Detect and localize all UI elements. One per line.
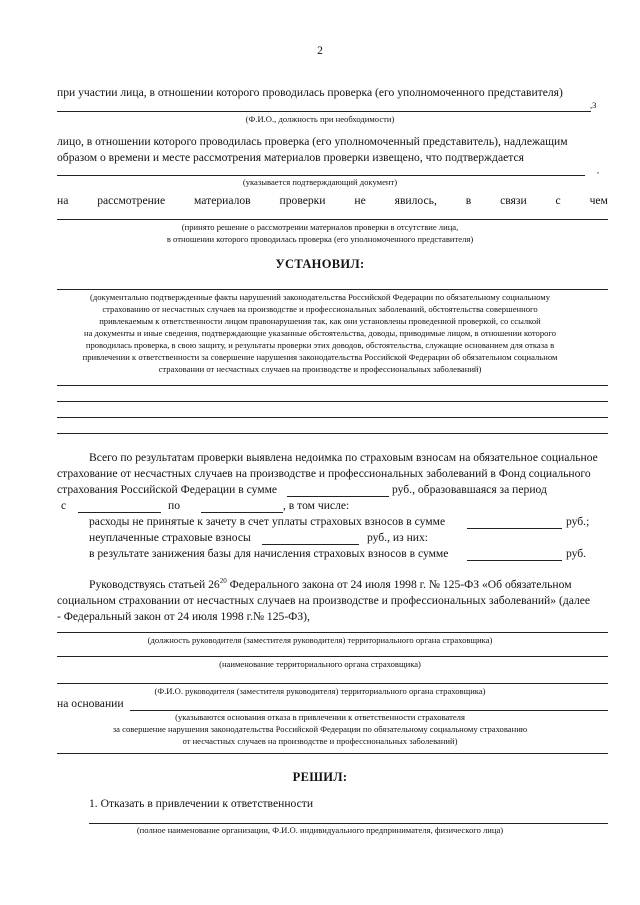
confirmation-caption: (указывается подтверждающий документ) xyxy=(242,177,398,187)
confirmation-document-line[interactable] xyxy=(57,175,585,176)
word: явилось, xyxy=(394,194,437,207)
word: рассмотрение xyxy=(97,194,166,207)
facts-line[interactable] xyxy=(57,289,608,290)
agency-name-line[interactable] xyxy=(57,656,608,657)
rub-label: руб.; xyxy=(566,515,590,528)
agency-name-caption: (наименование территориального органа страховщика) xyxy=(219,659,421,669)
absence-decision-line[interactable] xyxy=(57,219,608,220)
heading-decided: РЕШИЛ: xyxy=(292,770,348,784)
facts-caption-3: привлекаемым к ответственности лицом правонарушения так, как они установлены проведенной проверкой, со ссылкой xyxy=(99,316,541,326)
underestimate-sum-field[interactable] xyxy=(467,560,562,561)
law-line-1 xyxy=(89,578,572,592)
absence-caption-1: (принято решение о рассмотрении материалов проверки в отсутствие лица, xyxy=(181,222,459,232)
basis-caption-3: от несчастных случаев на производстве и профессиональных заболеваний) xyxy=(182,736,458,746)
law-line-2: социальном страховании от несчастных случаев на производстве и профессиональных заболеваний» (далее xyxy=(57,594,591,607)
period-from-field[interactable] xyxy=(78,512,161,513)
heading-established: УСТАНОВИЛ: xyxy=(275,257,365,271)
word: чем xyxy=(589,194,608,207)
blank-line[interactable] xyxy=(57,385,608,386)
basis-label: на основании xyxy=(57,697,124,710)
participant-name-line[interactable] xyxy=(57,111,591,112)
head-name-caption: (Ф.И.О. руководителя (заместителя руководителя) территориального органа страховщика) xyxy=(154,686,486,696)
participation-text: при участии лица, в отношении которого проводилась проверка (его уполномоченного представителя) xyxy=(57,86,563,99)
basis-field[interactable] xyxy=(130,710,608,711)
arrears-line-1: Всего по результатам проверки выявлена недоимка по страховым взносам на обязательное социальное xyxy=(89,451,598,464)
blank-line[interactable] xyxy=(57,417,608,418)
word: в xyxy=(465,194,472,207)
absence-caption-2: в отношении которого проводилась проверка (его уполномоченного представителя) xyxy=(166,234,474,244)
basis-extra-line[interactable] xyxy=(57,753,608,754)
blank-line[interactable] xyxy=(57,401,608,402)
period-from-label: с xyxy=(61,499,67,512)
word: с xyxy=(555,194,561,207)
decision-party-line[interactable] xyxy=(89,823,608,824)
period-to-field[interactable] xyxy=(201,512,283,513)
head-position-caption: (должность руководителя (заместителя руководителя) территориального органа страховщика) xyxy=(147,635,493,645)
unpaid-sum-field[interactable] xyxy=(262,544,359,545)
page-number: 2 xyxy=(317,44,323,57)
arrears-line-2: страхование от несчастных случаев на производстве и профессиональных заболеваний в Фонд социального xyxy=(57,467,591,480)
basis-caption-2: за совершение нарушения законодательства Российской Федерации по обязательному социальному страхованию xyxy=(112,724,528,734)
comma: , xyxy=(597,165,600,175)
arrears-line-3a: страхования Российской Федерации в сумме xyxy=(57,483,278,496)
word: проверки xyxy=(279,194,326,207)
word: материалов xyxy=(194,194,251,207)
underestimate-item: в результате занижения базы для начисления страховых взносов в сумме xyxy=(89,547,449,560)
blank-line[interactable] xyxy=(57,433,608,434)
notification-line-1: лицо, в отношении которого проводилась проверка (его уполномоченный представитель), надлежащим xyxy=(57,135,568,148)
footnote-mark: ,3 xyxy=(590,100,597,110)
law-line-3: - Федеральный закон от 24 июля 1998 г.№ 125-ФЗ), xyxy=(57,610,310,623)
basis-caption-1: (указываются основания отказа в привлечении к ответственности страхователя xyxy=(175,712,465,722)
article-superscript: 20 xyxy=(219,577,227,586)
period-to-label: по xyxy=(168,499,181,512)
including-label: , в том числе: xyxy=(283,499,350,512)
decision-item-1: 1. Отказать в привлечении к ответственности xyxy=(89,797,314,810)
word: на xyxy=(57,194,69,207)
notification-line-2: образом о времени и месте рассмотрения материалов проверки извещено, что подтверждается xyxy=(57,151,524,164)
facts-caption-2: страхованию от несчастных случаев на производстве и профессиональных заболеваний, обстоятельства совершенного xyxy=(102,304,538,314)
facts-caption-5: проводилась проверка, в свою защиту, и результаты проверки этих доводов, обстоятельства, служащие основанием для отказа в xyxy=(85,340,555,350)
arrears-sum-field[interactable] xyxy=(287,496,389,497)
decision-caption: (полное наименование организации, Ф.И.О. индивидуального предпринимателя, физического лица) xyxy=(136,825,504,835)
rub-label: руб. xyxy=(566,547,587,560)
word: не xyxy=(354,194,366,207)
arrears-line-3b: руб., образовавшаяся за период xyxy=(392,483,547,496)
expenses-sum-field[interactable] xyxy=(467,528,562,529)
facts-caption-4: на документы и иные сведения, подтверждающие указанные обстоятельства, доводы, приводимые лицом, в отношении которого xyxy=(83,328,557,338)
facts-caption-6: привлечении к ответственности за совершение нарушения законодательства Российской Федерации об обязательном социальном xyxy=(82,352,558,362)
facts-caption-1: (документально подтвержденные факты нарушений законодательства Российской Федерации по обязательному социальному xyxy=(89,292,551,302)
word: связи xyxy=(500,194,527,207)
law-line-1-start: Руководствуясь статьей 26 xyxy=(89,578,220,591)
head-position-line[interactable] xyxy=(57,632,608,633)
participant-caption: (Ф.И.О., должность при необходимости) xyxy=(245,114,395,124)
unpaid-item-rub: руб., из них: xyxy=(367,531,428,544)
expenses-item: расходы не принятые к зачету в счет уплаты страховых взносов в сумме xyxy=(89,515,446,528)
unpaid-item: неуплаченные страховые взносы xyxy=(89,531,251,544)
facts-caption-7: страховании от несчастных случаев на производстве и профессиональных заболеваний) xyxy=(158,364,482,374)
law-line-1-end: Федерального закона от 24 июля 1998 г. № 125-ФЗ «Об обязательном xyxy=(226,578,572,591)
head-name-line[interactable] xyxy=(57,683,608,684)
absence-line xyxy=(57,194,608,208)
